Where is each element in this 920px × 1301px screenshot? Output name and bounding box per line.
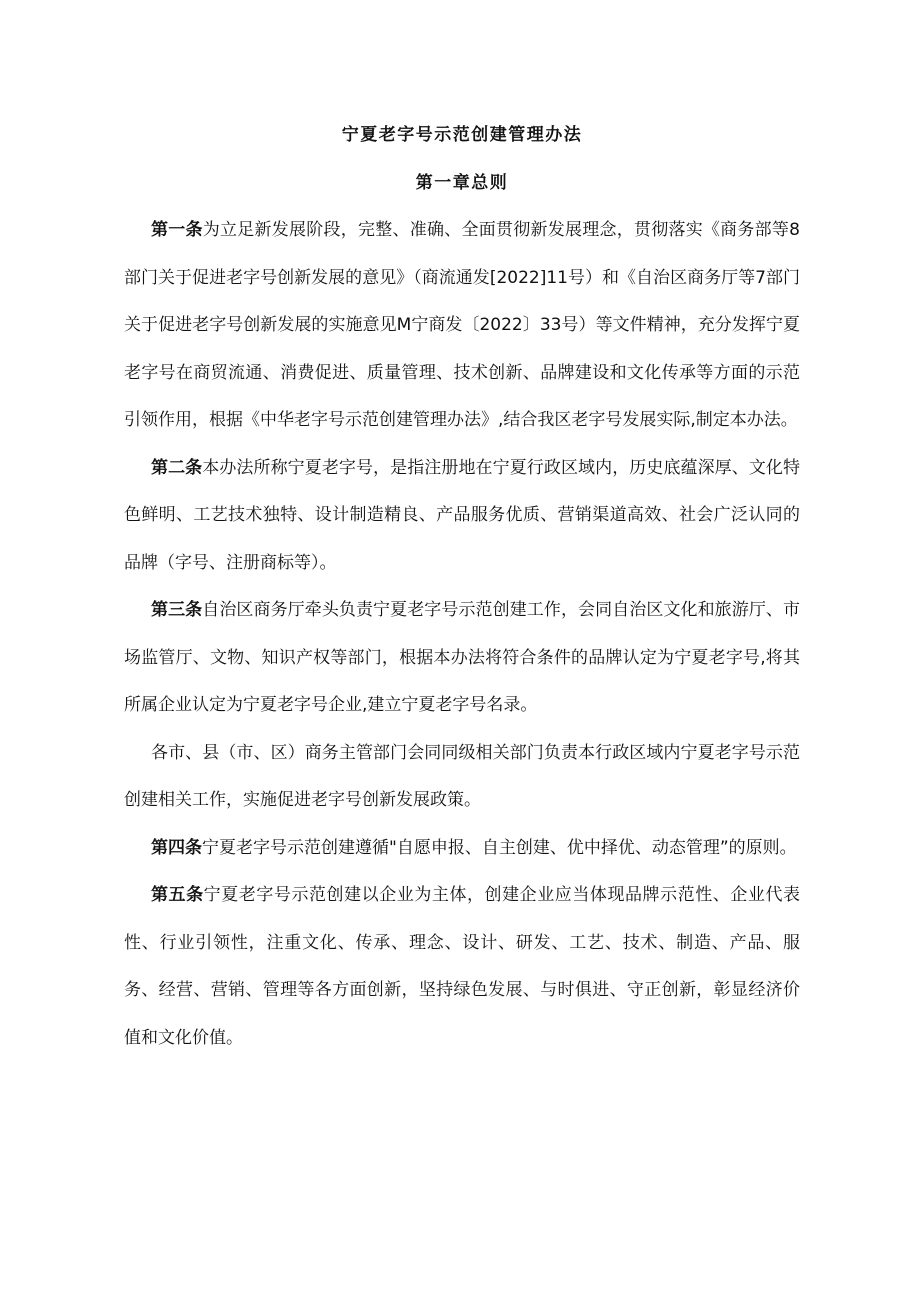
article-number-3: 第三条 (151, 600, 203, 620)
paragraph-text-3b: 各市、县（市、区）商务主管部门会同同级相关部门负责本行政区域内宁夏老字号示范创建相关工作，实施促进老字号创新发展政策。 (124, 742, 800, 810)
paragraph-article-1 (124, 207, 800, 445)
article-number-4: 第四条 (151, 837, 202, 858)
paragraph-text-1: 为立足新发展阶段，完整、准确、全面贯彻新发展理念，贯彻落实《商务部等8部门关于促进老字号创新发展的意见》（商流通发[2022]11号）和《自治区商务厅等7部门关于促进老字号创新发展的实施意见M宁商发〔2022〕33号）等文件精神，充分发挥宁夏老字号在商贸流通、消费促进、质量管理、技术创新、品牌建设和文化传承等方面的示范引领作用，根据《中华老字号示范创建管理办法》,结合我区老字号发展实际,制定本办法。 (124, 220, 800, 430)
paragraph-article-3-continued (124, 730, 800, 825)
paragraph-text-5: 宁夏老字号示范创建以企业为主体，创建企业应当体现品牌示范性、企业代表性、行业引领性，注重文化、传承、理念、设计、研发、工艺、技术、制造、产品、服务、经营、营销、管理等各方面创新，坚持绿色发展、与时俱进、守正创新，彰显经济价值和文化价值。 (124, 885, 801, 1048)
article-number-1: 第一条 (151, 220, 203, 240)
chapter-heading: 第一章总则 (415, 172, 509, 193)
paragraph-text-2: 本办法所称宁夏老字号，是指注册地在宁夏行政区域内，历史底蕴深厚、文化特色鲜明、工艺技术独特、设计制造精良、产品服务优质、营销渠道高效、社会广泛认同的品牌（字号、注册商标等）。 (124, 457, 801, 573)
article-number-5: 第五条 (151, 885, 204, 905)
article-number-2: 第二条 (151, 457, 203, 478)
paragraph-article-3 (124, 587, 800, 730)
paragraph-text-4: 宁夏老字号示范创建遵循"自愿申报、自主创建、优中择优、动态管理”的原则。 (202, 837, 797, 858)
document-title: 宁夏老字号示范创建管理办法 (341, 125, 583, 145)
paragraph-text-3: 自治区商务厅牵头负责宁夏老字号示范创建工作，会同自治区文化和旅游厅、市场监管厅、文物、知识产权等部门，根据本办法将符合条件的品牌认定为宁夏老字号,将其所属企业认定为宁夏老字号企业,建立宁夏老字号名录。 (124, 600, 801, 715)
paragraph-article-2 (124, 445, 800, 588)
paragraph-article-5 (124, 872, 800, 1062)
paragraph-article-4 (124, 825, 800, 873)
document-body (124, 112, 800, 1062)
